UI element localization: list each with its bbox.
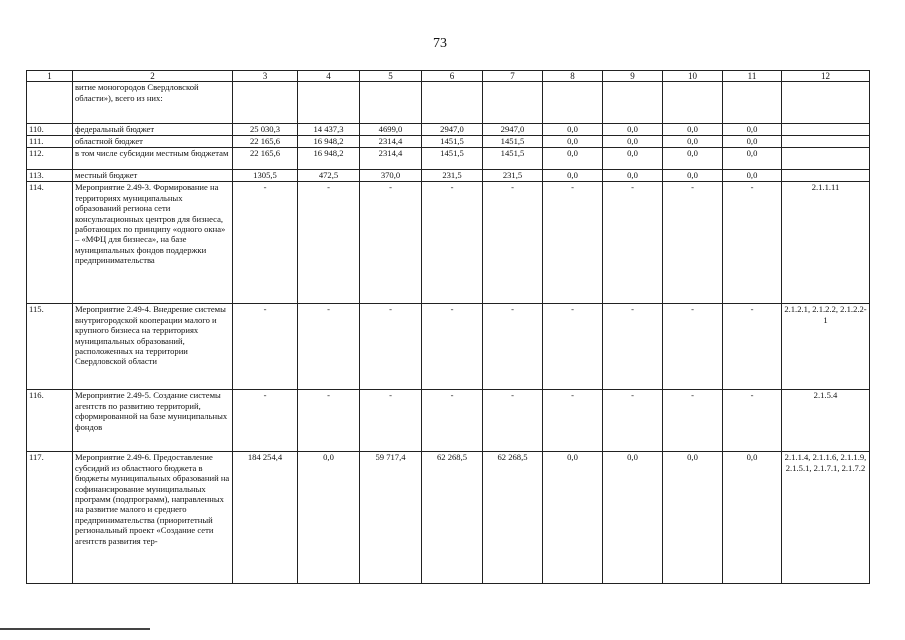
value-cell: - (603, 182, 663, 304)
value-cell: 472,5 (298, 170, 360, 182)
value-cell: 14 437,3 (298, 124, 360, 136)
value-cell: 25 030,3 (233, 124, 298, 136)
header-cell: 9 (603, 71, 663, 82)
target-code-cell: 2.1.2.1, 2.1.2.2, 2.1.2.2-1 (782, 304, 870, 390)
value-cell: - (723, 304, 782, 390)
row-description: местный бюджет (73, 170, 233, 182)
header-cell: 12 (782, 71, 870, 82)
value-cell: - (723, 182, 782, 304)
value-cell (663, 82, 723, 124)
value-cell: - (663, 182, 723, 304)
value-cell: - (233, 390, 298, 452)
row-description: витие моногородов Свердловской области»), всего из них: (73, 82, 233, 124)
row-description: Мероприятие 2.49-6. Предоставление субсидий из областного бюджета в бюджеты муниципальных образований на софинансирование муниципальных программ (подпрограмм), направленных на развитие малого и среднего предпринимательства (приоритетный региональный проект «Создание сети агентств развития тер- (73, 452, 233, 584)
value-cell: 0,0 (663, 170, 723, 182)
value-cell: 4699,0 (360, 124, 422, 136)
value-cell: - (422, 182, 483, 304)
value-cell: 59 717,4 (360, 452, 422, 584)
value-cell: 0,0 (543, 148, 603, 170)
value-cell: - (360, 390, 422, 452)
value-cell: 231,5 (422, 170, 483, 182)
table-row (27, 452, 870, 584)
target-code-cell (782, 124, 870, 136)
value-cell: 0,0 (663, 124, 723, 136)
target-code-cell (782, 82, 870, 124)
row-description: областной бюджет (73, 136, 233, 148)
header-cell: 2 (73, 71, 233, 82)
value-cell: - (360, 304, 422, 390)
target-code-cell (782, 170, 870, 182)
row-number: 111. (27, 136, 73, 148)
value-cell: 0,0 (298, 452, 360, 584)
value-cell: 0,0 (543, 136, 603, 148)
value-cell: - (723, 390, 782, 452)
value-cell: - (422, 390, 483, 452)
value-cell: - (483, 182, 543, 304)
value-cell: 0,0 (723, 124, 782, 136)
table-row (27, 82, 870, 124)
scan-edge-line (0, 628, 150, 630)
row-number: 116. (27, 390, 73, 452)
target-code-cell: 2.1.1.11 (782, 182, 870, 304)
budget-table (26, 70, 870, 584)
value-cell: 1451,5 (422, 148, 483, 170)
target-code-cell (782, 136, 870, 148)
value-cell: 62 268,5 (483, 452, 543, 584)
page-number: 73 (433, 36, 447, 51)
value-cell: 62 268,5 (422, 452, 483, 584)
target-code-cell: 2.1.5.4 (782, 390, 870, 452)
table-row (27, 170, 870, 182)
value-cell: - (543, 182, 603, 304)
table-row (27, 148, 870, 170)
value-cell: 1451,5 (483, 148, 543, 170)
value-cell: 0,0 (723, 148, 782, 170)
row-number (27, 82, 73, 124)
row-description: Мероприятие 2.49-5. Создание системы агентств по развитию территорий, сформированной на базе муниципальных фондов (73, 390, 233, 452)
value-cell: 231,5 (483, 170, 543, 182)
value-cell: - (233, 182, 298, 304)
value-cell: 2947,0 (483, 124, 543, 136)
header-cell: 7 (483, 71, 543, 82)
value-cell: 0,0 (603, 124, 663, 136)
header-cell: 4 (298, 71, 360, 82)
value-cell: 2314,4 (360, 136, 422, 148)
value-cell: 0,0 (603, 452, 663, 584)
value-cell (422, 82, 483, 124)
value-cell: 2947,0 (422, 124, 483, 136)
value-cell: - (663, 304, 723, 390)
row-number: 117. (27, 452, 73, 584)
value-cell: - (233, 304, 298, 390)
row-description: Мероприятие 2.49-4. Внедрение системы внутригородской кооперации малого и крупного бизнеса на территориях муниципальных образований, расположенных на территории Свердловской области (73, 304, 233, 390)
value-cell: - (543, 390, 603, 452)
table-row (27, 124, 870, 136)
value-cell: 0,0 (603, 170, 663, 182)
value-cell (298, 82, 360, 124)
value-cell: 0,0 (663, 136, 723, 148)
value-cell (233, 82, 298, 124)
row-number: 112. (27, 148, 73, 170)
value-cell: 0,0 (663, 452, 723, 584)
value-cell: 0,0 (723, 136, 782, 148)
header-cell: 5 (360, 71, 422, 82)
value-cell (723, 82, 782, 124)
value-cell: 16 948,2 (298, 136, 360, 148)
value-cell: 0,0 (543, 452, 603, 584)
row-description: федеральный бюджет (73, 124, 233, 136)
value-cell: 0,0 (663, 148, 723, 170)
row-number: 114. (27, 182, 73, 304)
table-row (27, 304, 870, 390)
row-description: в том числе субсидии местным бюджетам (73, 148, 233, 170)
table-row (27, 182, 870, 304)
row-number: 113. (27, 170, 73, 182)
value-cell: - (483, 304, 543, 390)
value-cell: 1451,5 (483, 136, 543, 148)
target-code-cell (782, 148, 870, 170)
table-row (27, 136, 870, 148)
value-cell: - (422, 304, 483, 390)
value-cell: 184 254,4 (233, 452, 298, 584)
value-cell: 1305,5 (233, 170, 298, 182)
header-cell: 3 (233, 71, 298, 82)
value-cell: 0,0 (723, 452, 782, 584)
header-cell: 6 (422, 71, 483, 82)
header-cell: 1 (27, 71, 73, 82)
value-cell: 1451,5 (422, 136, 483, 148)
value-cell: - (543, 304, 603, 390)
value-cell (360, 82, 422, 124)
value-cell: - (483, 390, 543, 452)
table-row (27, 390, 870, 452)
value-cell: 0,0 (543, 170, 603, 182)
value-cell: - (663, 390, 723, 452)
value-cell: 0,0 (723, 170, 782, 182)
value-cell (483, 82, 543, 124)
value-cell (603, 82, 663, 124)
value-cell: - (298, 182, 360, 304)
value-cell: 2314,4 (360, 148, 422, 170)
row-description: Мероприятие 2.49-3. Формирование на территориях муниципальных образований региона сети консультационных центров для бизнеса, работающих по принципу «одного окна» – «МФЦ для бизнеса», на базе муниципальных фондов поддержки предпринимательства (73, 182, 233, 304)
value-cell: - (298, 304, 360, 390)
value-cell: 0,0 (603, 136, 663, 148)
row-number: 110. (27, 124, 73, 136)
value-cell: - (360, 182, 422, 304)
header-cell: 11 (723, 71, 782, 82)
value-cell: 22 165,6 (233, 148, 298, 170)
target-code-cell: 2.1.1.4, 2.1.1.6, 2.1.1.9, 2.1.5.1, 2.1.7.1, 2.1.7.2 (782, 452, 870, 584)
header-cell: 8 (543, 71, 603, 82)
value-cell: 0,0 (543, 124, 603, 136)
value-cell: 370,0 (360, 170, 422, 182)
value-cell: 0,0 (603, 148, 663, 170)
value-cell (543, 82, 603, 124)
value-cell: - (603, 390, 663, 452)
row-number: 115. (27, 304, 73, 390)
header-cell: 10 (663, 71, 723, 82)
value-cell: - (603, 304, 663, 390)
header-row (27, 71, 870, 82)
value-cell: - (298, 390, 360, 452)
value-cell: 22 165,6 (233, 136, 298, 148)
value-cell: 16 948,2 (298, 148, 360, 170)
